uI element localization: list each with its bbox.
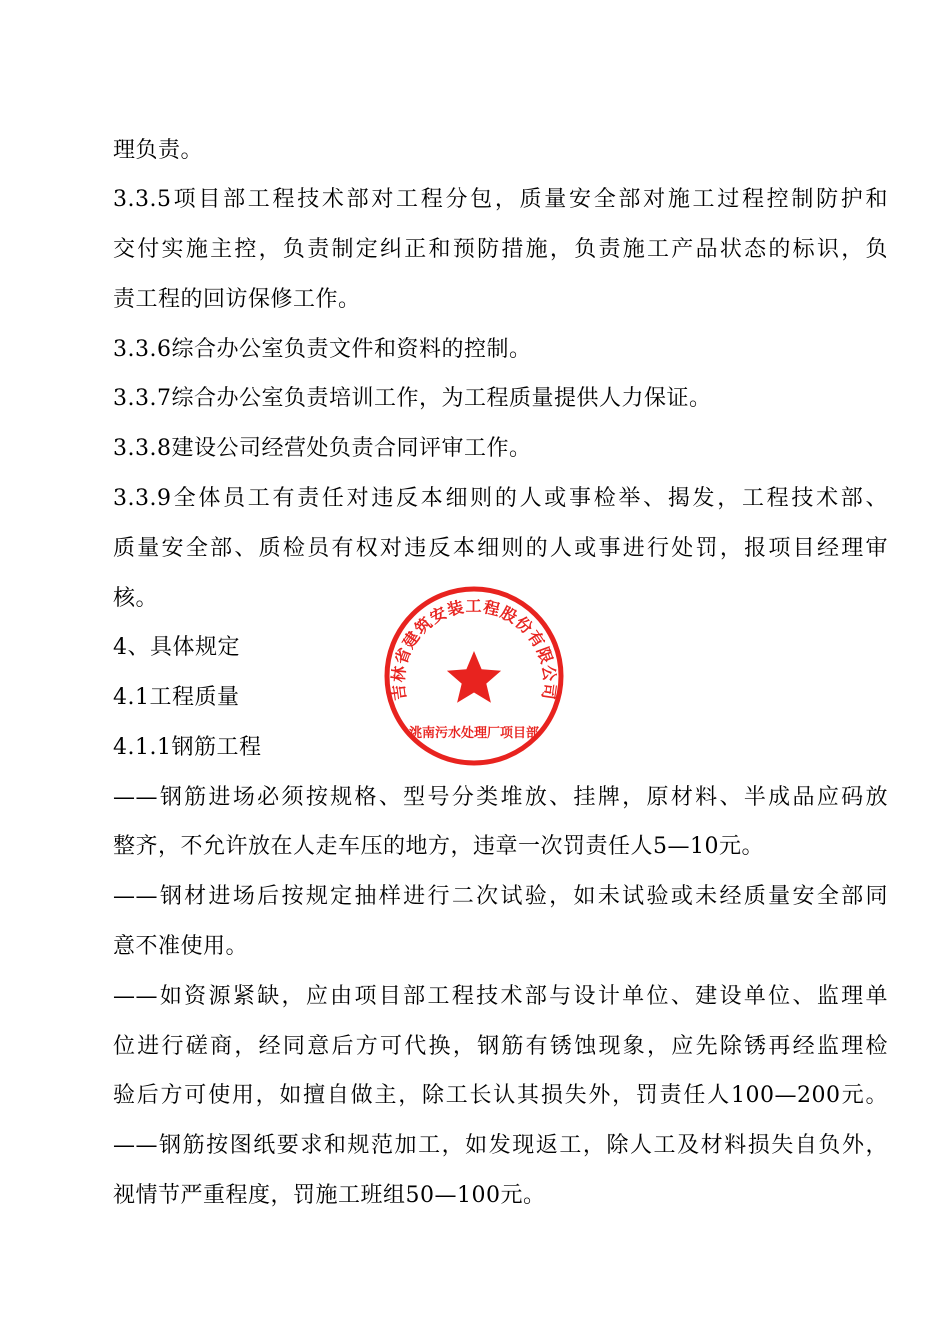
text-line: 整齐，不允许放在人走车压的地方，违章一次罚责任人5—10元。: [113, 834, 764, 859]
text-line: 3.3.7综合办公室负责培训工作，为工程质量提供人力保证。: [113, 386, 712, 411]
seal-star-icon: [447, 651, 501, 703]
text-line: 3.3.8建设公司经营处负责合同评审工作。: [113, 436, 532, 461]
text-line: 位进行磋商，经同意后方可代换，钢筋有锈蚀现象，应先除锈再经监理检: [113, 1034, 888, 1059]
seal-outer-text: 吉林省建筑安装工程股份有限公司: [388, 596, 560, 702]
text-line: 理负责。: [113, 138, 204, 163]
company-seal: [383, 585, 565, 767]
text-line: 3.3.5项目部工程技术部对工程分包，质量安全部对施工过程控制防护和: [113, 187, 888, 212]
section-heading: 4.1.1钢筋工程: [113, 735, 262, 760]
seal-inner-text: 洮南污水处理厂项目部: [408, 726, 540, 741]
text-line: 责工程的回访保修工作。: [113, 287, 361, 312]
text-line: 验后方可使用，如擅自做主，除工长认其损失外，罚责任人100—200元。: [113, 1083, 888, 1108]
section-heading: 4、具体规定: [113, 635, 240, 660]
text-line: 3.3.9全体员工有责任对违反本细则的人或事检举、揭发，工程技术部、: [113, 486, 888, 511]
text-line: ——钢筋按图纸要求和规范加工，如发现返工，除人工及材料损失自负外，: [113, 1133, 888, 1158]
text-line: ——钢材进场后按规定抽样进行二次试验，如未试验或未经质量安全部同: [113, 884, 888, 909]
text-line: ——钢筋进场必须按规格、型号分类堆放、挂牌，原材料、半成品应码放: [113, 785, 888, 810]
text-line: 核。: [113, 586, 159, 611]
section-heading: 4.1工程质量: [113, 685, 240, 710]
text-line: ——如资源紧缺，应由项目部工程技术部与设计单位、建设单位、监理单: [113, 984, 888, 1009]
text-line: 3.3.6综合办公室负责文件和资料的控制。: [113, 337, 532, 362]
text-line: 交付实施主控，负责制定纠正和预防措施，负责施工产品状态的标识，负: [113, 237, 888, 262]
text-line: 意不准使用。: [113, 934, 249, 959]
text-line: 视情节严重程度，罚施工班组50—100元。: [113, 1183, 546, 1208]
text-line: 质量安全部、质检员有权对违反本细则的人或事进行处罚，报项目经理审: [113, 536, 888, 561]
